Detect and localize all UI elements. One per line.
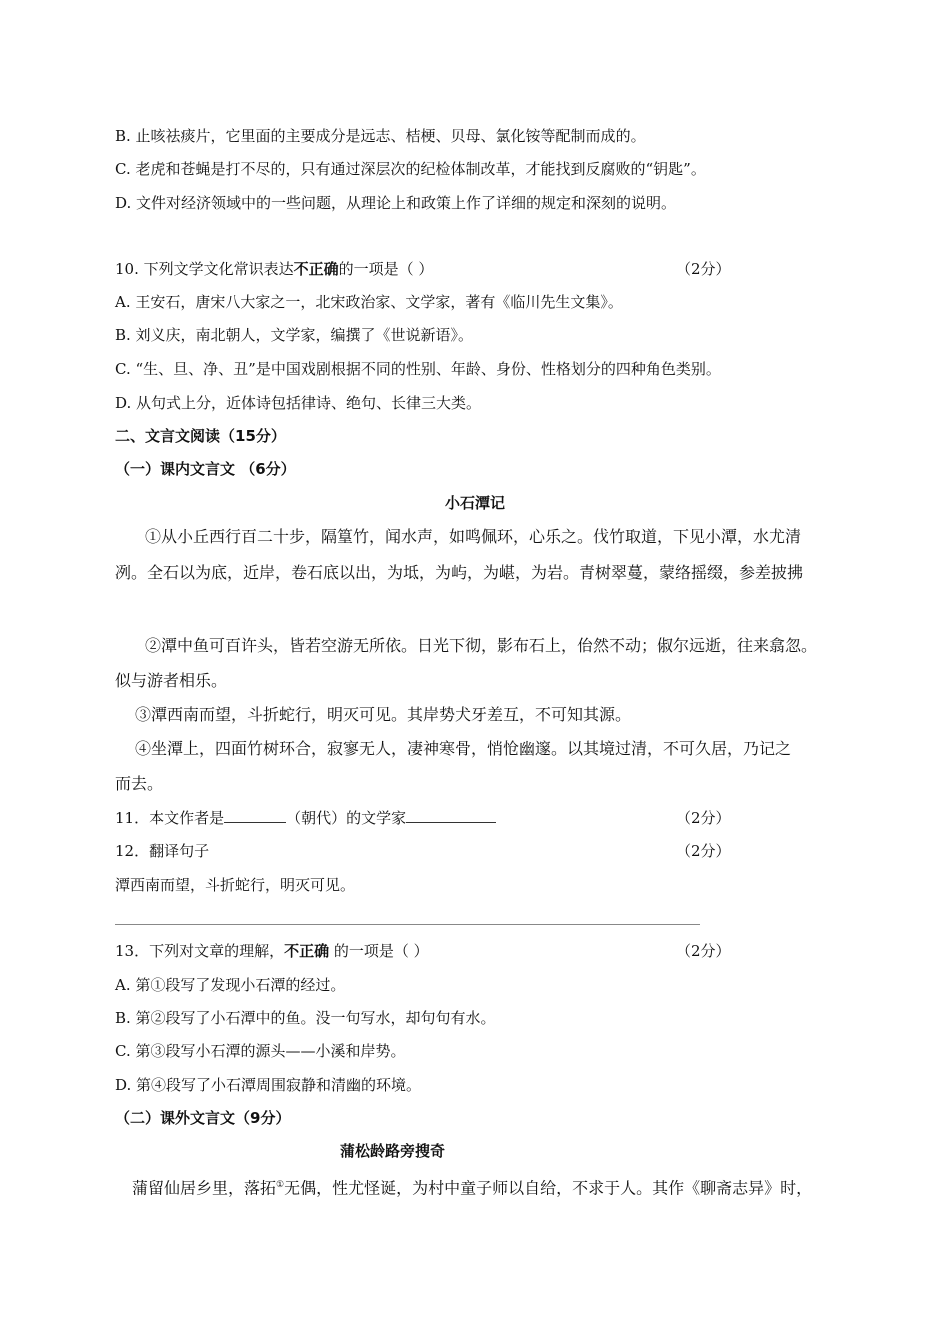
q11-stem-middle: （朝代）的文学家 <box>286 809 407 827</box>
q9-option-d: D. 文件对经济领域中的一些问题，从理论上和政策上作了详细的规定和深刻的说明。 <box>115 194 677 212</box>
passage2-text-rest: 无偶，性尤怪诞，为村中童子师以自给，不求于人。其作《聊斋志异》时， <box>284 1178 813 1198</box>
q12-sentence: 潭西南而望，斗折蛇行，明灭可见。 <box>115 876 356 894</box>
q13-option-c: C. 第③段写小石潭的源头——小溪和岸势。 <box>115 1042 406 1060</box>
passage2-title: 蒲松龄路旁搜奇 <box>340 1142 446 1160</box>
q11-dynasty-blank[interactable] <box>224 808 286 823</box>
q9-option-b: B. 止咳祛痰片，它里面的主要成分是远志、桔梗、贝母、氯化铵等配制而成的。 <box>115 127 646 145</box>
q10-stem-bracket: 的一项是（ ） <box>338 260 434 278</box>
q13-stem-text: 13．下列对文章的理解， <box>115 942 285 960</box>
q13-stem-bracket: 的一项是（ ） <box>329 942 429 960</box>
passage1-title: 小石潭记 <box>444 494 505 512</box>
passage2-text-start: 蒲留仙居乡里，落拓 <box>132 1178 277 1198</box>
q13-option-d: D. 第④段写了小石潭周围寂静和清幽的环境。 <box>115 1076 422 1094</box>
q10-option-d: D. 从句式上分，近体诗包括律诗、绝句、长律三大类。 <box>115 394 482 412</box>
q13-option-b: B. 第②段写了小石潭中的鱼。没一句写水，却句句有水。 <box>115 1009 496 1027</box>
q10-option-a: A. 王安石，唐宋八大家之一，北宋政治家、文学家，著有《临川先生文集》。 <box>115 293 623 311</box>
q13-score: （2分） <box>676 942 731 960</box>
q13-stem <box>115 941 429 961</box>
q11-stem-text: 11．本文作者是 <box>115 809 225 827</box>
q10-score: （2分） <box>676 260 731 278</box>
footnote-marker: ① <box>276 1180 285 1190</box>
passage1-para4-line2: 而去。 <box>115 774 164 793</box>
q11-score: （2分） <box>676 809 731 827</box>
q11-author-blank[interactable] <box>406 808 496 823</box>
q9-option-c: C. 老虎和苍蝇是打不尽的，只有通过深层次的纪检体制改革，才能找到反腐败的“钥匙”。 <box>115 160 706 178</box>
q13-stem-emphasis: 不正确 <box>284 942 330 960</box>
passage1-para4-line1: ④坐潭上，四面竹树环合，寂寥无人，凄神寒骨，悄怆幽邃。以其境过清，不可久居，乃记之 <box>135 739 792 758</box>
q10-stem <box>115 259 433 279</box>
passage1-para2-line2: 似与游者相乐。 <box>115 671 228 690</box>
passage1-para1-line2: 冽。全石以为底，近岸，卷石底以出，为坻，为屿，为嵁，为岩。青树翠蔓，蒙络摇缀，参差披拂 <box>115 563 804 582</box>
q10-option-c: C. “生、旦、净、丑”是中国戏剧根据不同的性别、年龄、身份、性格划分的四种角色类别。 <box>115 360 721 378</box>
q13-option-a: A. 第①段写了发现小石潭的经过。 <box>115 976 346 994</box>
q10-stem-emphasis: 不正确 <box>293 260 339 278</box>
section2-sub1-heading: （一）课内文言文 （6分） <box>115 460 296 478</box>
q12-answer-line[interactable] <box>115 924 700 925</box>
passage1-para2-line1: ②潭中鱼可百许头，皆若空游无所依。日光下彻，影布石上，佁然不动；俶尔远逝，往来翕忽。 <box>145 636 818 655</box>
section2-sub2-heading: （二）课外文言文（9分） <box>115 1109 291 1127</box>
q12-score: （2分） <box>676 842 731 860</box>
passage2-para1 <box>132 1175 812 1198</box>
passage1-para1-line1: ①从小丘西行百二十步，隔篁竹，闻水声，如鸣佩环，心乐之。伐竹取道，下见小潭，水尤清 <box>145 527 802 546</box>
q12-stem: 12．翻译句子 <box>115 842 210 860</box>
section2-heading: 二、文言文阅读（15分） <box>115 427 286 445</box>
q11-stem <box>115 808 496 828</box>
q10-option-b: B. 刘义庆，南北朝人，文学家，编撰了《世说新语》。 <box>115 326 474 344</box>
passage1-para3: ③潭西南而望，斗折蛇行，明灭可见。其岸势犬牙差互，不可知其源。 <box>135 705 632 724</box>
q10-stem-text: 10. 下列文学文化常识表达 <box>115 260 294 278</box>
